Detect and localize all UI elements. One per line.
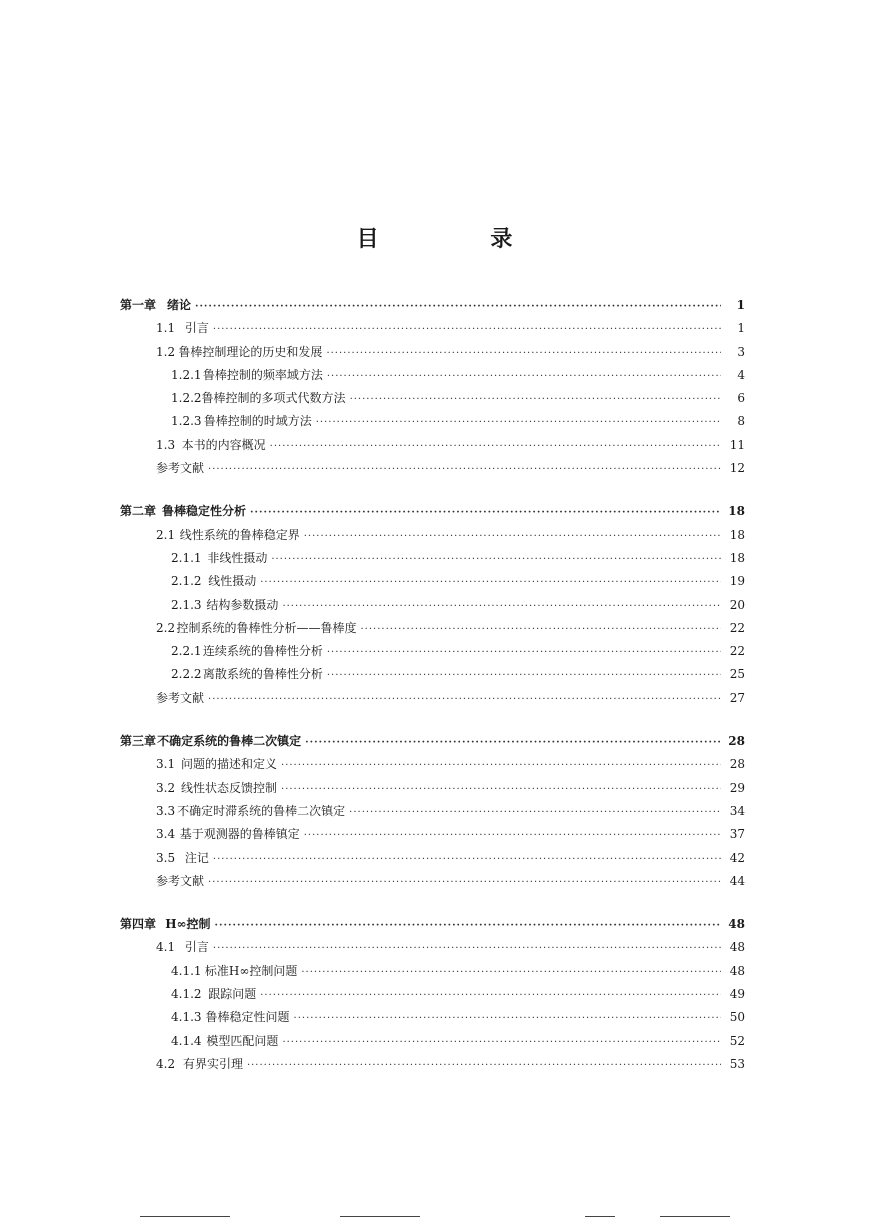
toc-section-entry[interactable]: [120, 962, 745, 985]
toc-entry-title: 连续系统的鲁棒性分析: [202, 644, 323, 659]
toc-page-number: 12: [729, 461, 745, 476]
toc-entry-title: 模型匹配问题: [206, 1033, 279, 1048]
dot-leader: [213, 854, 721, 865]
toc-page-number: 37: [729, 827, 745, 842]
toc-page-number: 22: [729, 644, 745, 659]
toc-entry-number: 1.2.2: [171, 391, 202, 406]
toc-page-number: 48: [728, 917, 745, 932]
toc-references-entry[interactable]: [120, 872, 745, 895]
toc-entry-number: 4.1: [156, 940, 176, 955]
toc-entry-title: 引言: [184, 321, 209, 336]
toc-entry-number: 3.4: [156, 827, 176, 842]
toc-section-entry[interactable]: [120, 1008, 745, 1031]
toc-entry-number: 4.1.1: [171, 963, 202, 978]
toc-entry-title: 控制系统的鲁棒性分析——鲁棒度: [176, 620, 357, 635]
dot-leader: [327, 670, 721, 681]
toc-section-entry[interactable]: [120, 412, 745, 435]
toc-page-number: 6: [737, 391, 745, 406]
dot-leader: [250, 507, 721, 518]
dot-leader: [301, 967, 721, 978]
toc-section-entry[interactable]: [120, 849, 745, 872]
toc-page-number: 52: [729, 1033, 745, 1048]
dot-leader: [282, 1037, 721, 1048]
dot-leader: [270, 441, 721, 452]
dot-leader: [281, 760, 721, 771]
dot-leader: [208, 877, 721, 888]
toc-entry-number: 1.2: [156, 344, 176, 359]
toc-entry-title: 离散系统的鲁棒性分析: [202, 667, 323, 682]
dot-leader: [195, 301, 721, 312]
toc-entry-number: 3.3: [156, 803, 176, 818]
toc-section-entry[interactable]: [120, 802, 745, 825]
toc-entry-title: 绪论: [166, 298, 191, 312]
toc-section-entry[interactable]: [120, 1055, 745, 1078]
toc-entry-number: 1.3: [156, 437, 176, 452]
toc-page-number: 50: [729, 1010, 745, 1025]
toc-section-entry[interactable]: [120, 389, 745, 412]
toc-section-entry[interactable]: [120, 596, 745, 619]
toc-entry-number: 1.2.3: [171, 414, 202, 429]
toc-page-number: 18: [729, 550, 745, 565]
toc-page-number: 1: [737, 321, 745, 336]
toc-page-number: 1: [736, 298, 745, 312]
dot-leader: [282, 601, 721, 612]
toc-chapter-entry[interactable]: [120, 296, 745, 319]
toc-entry-title: 引言: [184, 940, 209, 955]
toc-chapter-entry[interactable]: [120, 502, 745, 525]
dot-leader: [304, 830, 721, 841]
toc-entry-title: 线性系统的鲁棒稳定界: [179, 527, 300, 542]
toc-section-entry[interactable]: [120, 366, 745, 389]
toc-entry-title: 结构参数摄动: [206, 597, 279, 612]
toc-page-number: 8: [737, 414, 745, 429]
toc-entry-title: 鲁棒稳定性问题: [205, 1010, 290, 1025]
toc-entry-number: 1.2.1: [171, 367, 202, 382]
toc-section-entry[interactable]: [120, 825, 745, 848]
toc-section-entry[interactable]: [120, 779, 745, 802]
toc-entry-number: 4.2: [156, 1056, 176, 1071]
toc-page-number: 27: [729, 690, 745, 705]
toc-entry-number: 3.1: [156, 757, 176, 772]
toc-entry-title: 线性摄动: [208, 574, 257, 589]
toc-page-number: 18: [728, 504, 745, 519]
toc-section-entry[interactable]: [120, 619, 745, 642]
toc-entry-number: 2.2.1: [171, 644, 202, 659]
toc-page-number: 48: [729, 940, 745, 955]
toc-entry-title: 注记: [184, 850, 209, 865]
dot-leader: [213, 324, 721, 335]
dot-leader: [213, 943, 721, 954]
toc-page-number: 18: [729, 527, 745, 542]
dot-leader: [281, 784, 721, 795]
toc-page-number: 11: [729, 437, 745, 452]
toc-entry-title: H∞控制: [165, 917, 211, 932]
toc-section-entry[interactable]: [120, 526, 745, 549]
dot-leader: [260, 990, 721, 1001]
toc-section-entry[interactable]: [120, 572, 745, 595]
dot-leader: [247, 1060, 721, 1071]
toc-references-entry[interactable]: [120, 689, 745, 712]
toc-entry-number: 2.1.2: [171, 574, 202, 589]
dot-leader: [208, 694, 721, 705]
toc-entry-title: 参考文献: [156, 690, 205, 705]
toc-entry-number: 第四章: [120, 917, 157, 932]
toc-entry-number: 第一章: [120, 298, 157, 312]
dot-leader: [271, 554, 721, 565]
toc-entry-title: 基于观测器的鲁棒镇定: [179, 827, 300, 842]
toc-section-entry[interactable]: [120, 343, 745, 366]
dot-leader: [208, 464, 721, 475]
toc-entry-title: 鲁棒稳定性分析: [162, 504, 247, 519]
dot-leader: [305, 737, 721, 748]
toc-chapter-group: [120, 296, 745, 482]
toc-page-number: 20: [729, 597, 745, 612]
toc-page-number: 53: [729, 1056, 745, 1071]
toc-entry-title: 有界实引理: [182, 1056, 243, 1071]
toc-entry-number: 第二章: [120, 504, 157, 519]
toc-section-entry[interactable]: [120, 1032, 745, 1055]
toc-entry-number: 4.1.3: [171, 1010, 202, 1025]
toc-page-number: 28: [728, 734, 745, 749]
toc-entry-title: 参考文献: [156, 873, 205, 888]
toc-page-number: 42: [729, 850, 745, 865]
toc-entry-number: 1.1: [156, 321, 176, 336]
dot-leader: [327, 647, 721, 658]
scan-edge-marks: [0, 1216, 869, 1222]
toc-entry-title: 鲁棒控制理论的历史和发展: [178, 344, 323, 359]
toc-entry-title: 不确定时滞系统的鲁棒二次镇定: [177, 803, 346, 818]
toc-page-number: 49: [729, 987, 745, 1002]
toc-section-entry[interactable]: [120, 549, 745, 572]
toc-entry-number: 2.1.1: [171, 550, 202, 565]
dot-leader: [294, 1013, 721, 1024]
toc-entry-number: 2.1.3: [171, 597, 202, 612]
toc-entry-title: 参考文献: [156, 461, 205, 476]
toc-chapter-group: [120, 915, 745, 1078]
toc-entry-number: 3.5: [156, 850, 176, 865]
dot-leader: [361, 624, 722, 635]
dot-leader: [350, 394, 721, 405]
toc-page-number: 25: [729, 667, 745, 682]
toc-section-entry[interactable]: [120, 642, 745, 665]
dot-leader: [304, 531, 721, 542]
toc-entry-title: 跟踪问题: [208, 987, 257, 1002]
toc-page-number: 28: [729, 757, 745, 772]
toc-entry-number: 第三章: [120, 734, 157, 749]
dot-leader: [327, 371, 721, 382]
toc-entry-title: 本书的内容概况: [181, 437, 266, 452]
toc-page-number: 4: [737, 367, 745, 382]
dot-leader: [349, 807, 721, 818]
toc-entry-number: 4.1.2: [171, 987, 202, 1002]
toc-section-entry[interactable]: [120, 985, 745, 1008]
toc-chapter-group: [120, 502, 745, 712]
toc-entry-number: 3.2: [156, 780, 176, 795]
toc-chapter-group: [120, 732, 745, 895]
toc-page-number: 3: [737, 344, 745, 359]
toc-page-number: 44: [729, 873, 745, 888]
toc-entry-title: 鲁棒控制的频率域方法: [202, 367, 323, 382]
toc-page-number: 29: [729, 780, 745, 795]
toc-entry-number: 2.2: [156, 620, 176, 635]
toc-page-number: 34: [729, 803, 745, 818]
toc-page-number: 48: [729, 963, 745, 978]
page-title: 目 录: [356, 226, 565, 252]
toc-references-entry[interactable]: [120, 459, 745, 482]
toc-section-entry[interactable]: [120, 319, 745, 342]
toc-chapter-entry[interactable]: [120, 915, 745, 938]
toc-entry-title: 非线性摄动: [207, 550, 268, 565]
toc-section-entry[interactable]: [120, 436, 745, 459]
toc-entry-number: 2.1: [156, 527, 176, 542]
dot-leader: [260, 577, 721, 588]
toc-section-entry[interactable]: [120, 755, 745, 778]
toc-entry-title: 问题的描述和定义: [181, 757, 278, 772]
toc-section-entry[interactable]: [120, 665, 745, 688]
dot-leader: [215, 920, 721, 931]
dot-leader: [326, 348, 721, 359]
toc-page-number: 22: [729, 620, 745, 635]
table-of-contents: [120, 296, 745, 1098]
toc-entry-title: 鲁棒控制的时域方法: [203, 414, 312, 429]
toc-entry-title: 线性状态反馈控制: [181, 780, 278, 795]
toc-chapter-entry[interactable]: [120, 732, 745, 755]
toc-entry-number: 2.2.2: [171, 667, 202, 682]
toc-section-entry[interactable]: [120, 938, 745, 961]
toc-entry-title: 标准H∞控制问题: [204, 963, 298, 978]
dot-leader: [316, 417, 721, 428]
toc-entry-title: 不确定系统的鲁棒二次镇定: [157, 734, 302, 749]
toc-entry-title: 鲁棒控制的多项式代数方法: [201, 391, 346, 406]
toc-entry-number: 4.1.4: [171, 1033, 202, 1048]
toc-page-number: 19: [729, 574, 745, 589]
